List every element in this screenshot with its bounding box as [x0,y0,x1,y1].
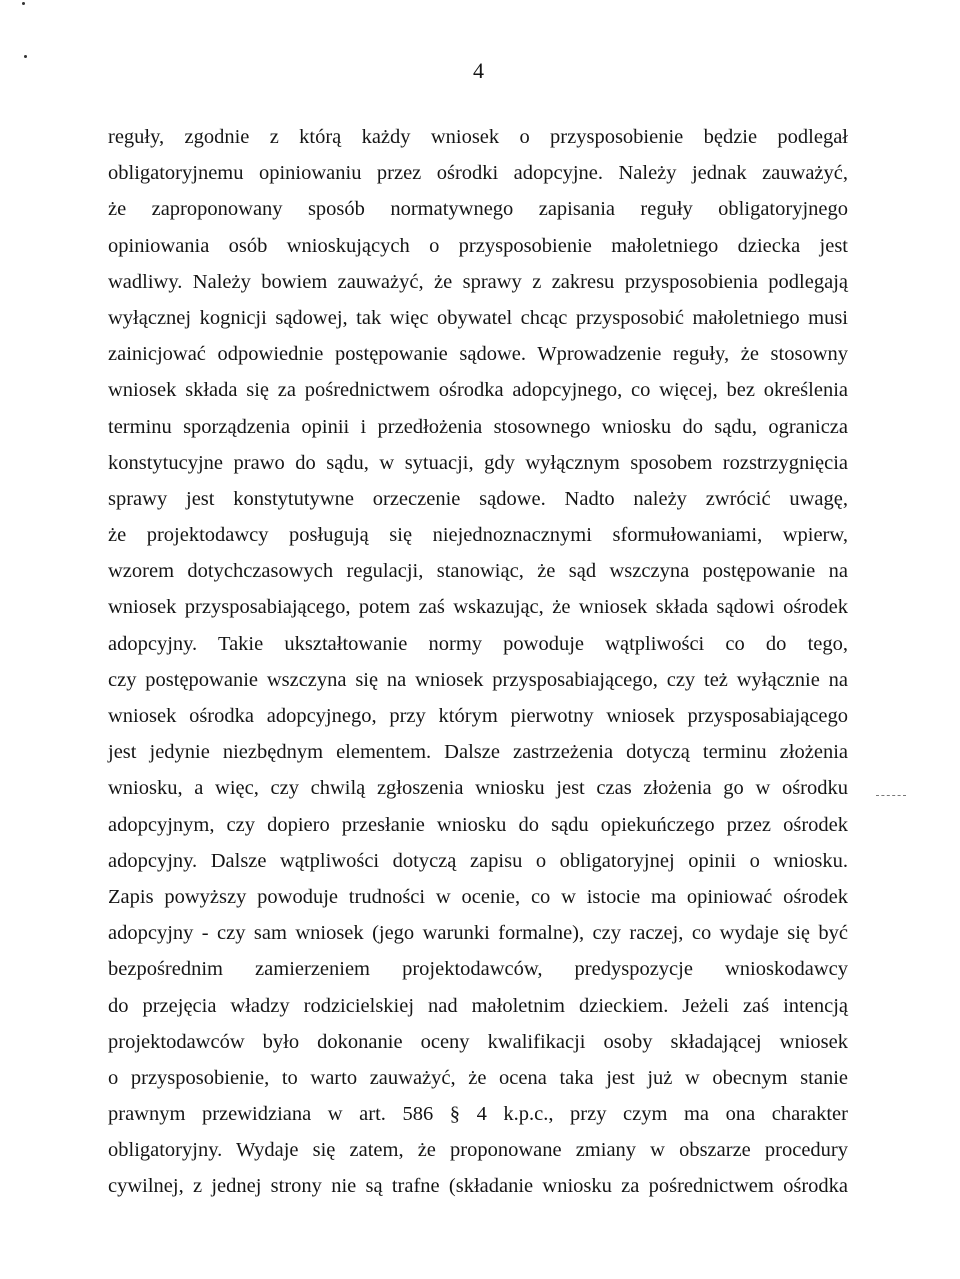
text-line: Zapis powyższy powoduje trudności w ocenie, co w istocie ma opiniować ośrodek [108,885,848,908]
text-line: jest jedynie niezbędnym elementem. Dalsze zastrzeżenia dotyczą terminu złożenia [108,741,848,764]
text-line: wniosek składa się za pośrednictwem ośrodka adopcyjnego, co więcej, bez określenia [108,379,848,402]
text-line: obligatoryjny. Wydaje się zatem, że proponowane zmiany w obszarze procedury [108,1139,848,1162]
text-line: opiniowania osób wnioskujących o przysposobienie małoletniego dziecka jest [108,234,848,257]
text-line: adopcyjny. Dalsze wątpliwości dotyczą zapisu o obligatoryjnej opinii o wniosku. [108,849,848,872]
text-line: wniosek ośrodka adopcyjnego, przy którym pierwotny wniosek przysposabiającego [108,705,848,727]
text-line: terminu sporządzenia opinii i przedłożenia stosownego wniosku do sądu, ogranicza [108,415,848,438]
text-line: konstytucyjne prawo do sądu, w sytuacji, gdy wyłącznym sposobem rozstrzygnięcia [108,451,848,474]
text-line: do przejęcia władzy rodzicielskiej nad małoletnim dzieckiem. Jeżeli zaś intencją [108,994,848,1017]
text-line: wyłącznej kognicji sądowej, tak więc obywatel chcąc przysposobić małoletniego musi [108,306,848,329]
scan-speck [24,55,27,58]
text-line: że zaproponowany sposób normatywnego zapisania reguły obligatoryjnego [108,198,848,221]
scan-speck [22,2,25,5]
margin-mark [876,795,906,797]
text-line: cywilnej, z jednej strony nie są trafne (składanie wniosku za pośrednictwem ośrodka [108,1175,848,1198]
text-line: że projektodawcy posługują się niejednoznacznymi sformułowaniami, wpierw, [108,524,848,547]
text-line: wadliwy. Należy bowiem zauważyć, że sprawy z zakresu przysposobienia podlegają [108,270,848,293]
text-line: czy postępowanie wszczyna się na wniosek przysposabiającego, czy też wyłącznie na [108,668,848,691]
text-line: wniosku, a więc, czy chwilą zgłoszenia wniosku jest czas złożenia go w ośrodku [108,777,848,800]
text-line: o przysposobienie, to warto zauważyć, że ocena taka jest już w obecnym stanie [108,1066,848,1089]
text-line: projektodawców było dokonanie oceny kwalifikacji osoby składającej wniosek [108,1030,848,1053]
text-line: adopcyjnym, czy dopiero przesłanie wniosku do sądu opiekuńczego przez ośrodek [108,813,848,836]
body-text [108,119,848,1205]
text-line: bezpośrednim zamierzeniem projektodawców, predyspozycje wnioskodawcy [108,958,848,981]
text-line: zainicjować odpowiednie postępowanie sądowe. Wprowadzenie reguły, że stosowny [108,343,848,366]
text-line: wzorem dotychczasowych regulacji, stanowiąc, że sąd wszczyna postępowanie na [108,560,848,583]
text-line: adopcyjny. Takie ukształtowanie normy powoduje wątpliwości co do tego, [108,632,848,655]
text-line: wniosek przysposabiającego, potem zaś wskazując, że wniosek składa sądowi ośrodek [108,596,848,619]
text-line: sprawy jest konstytutywne orzeczenie sądowe. Nadto należy zwrócić uwagę, [108,487,848,510]
text-line: adopcyjny - czy sam wniosek (jego warunki formalne), czy raczej, co wydaje się być [108,922,848,945]
page-number: 4 [473,58,484,83]
text-line: reguły, zgodnie z którą każdy wniosek o przysposobienie będzie podlegał [108,126,848,148]
text-line: obligatoryjnemu opiniowaniu przez ośrodki adopcyjne. Należy jednak zauważyć, [108,162,848,185]
text-line: prawnym przewidziana w art. 586 § 4 k.p.c., przy czym ma ona charakter [108,1103,848,1126]
